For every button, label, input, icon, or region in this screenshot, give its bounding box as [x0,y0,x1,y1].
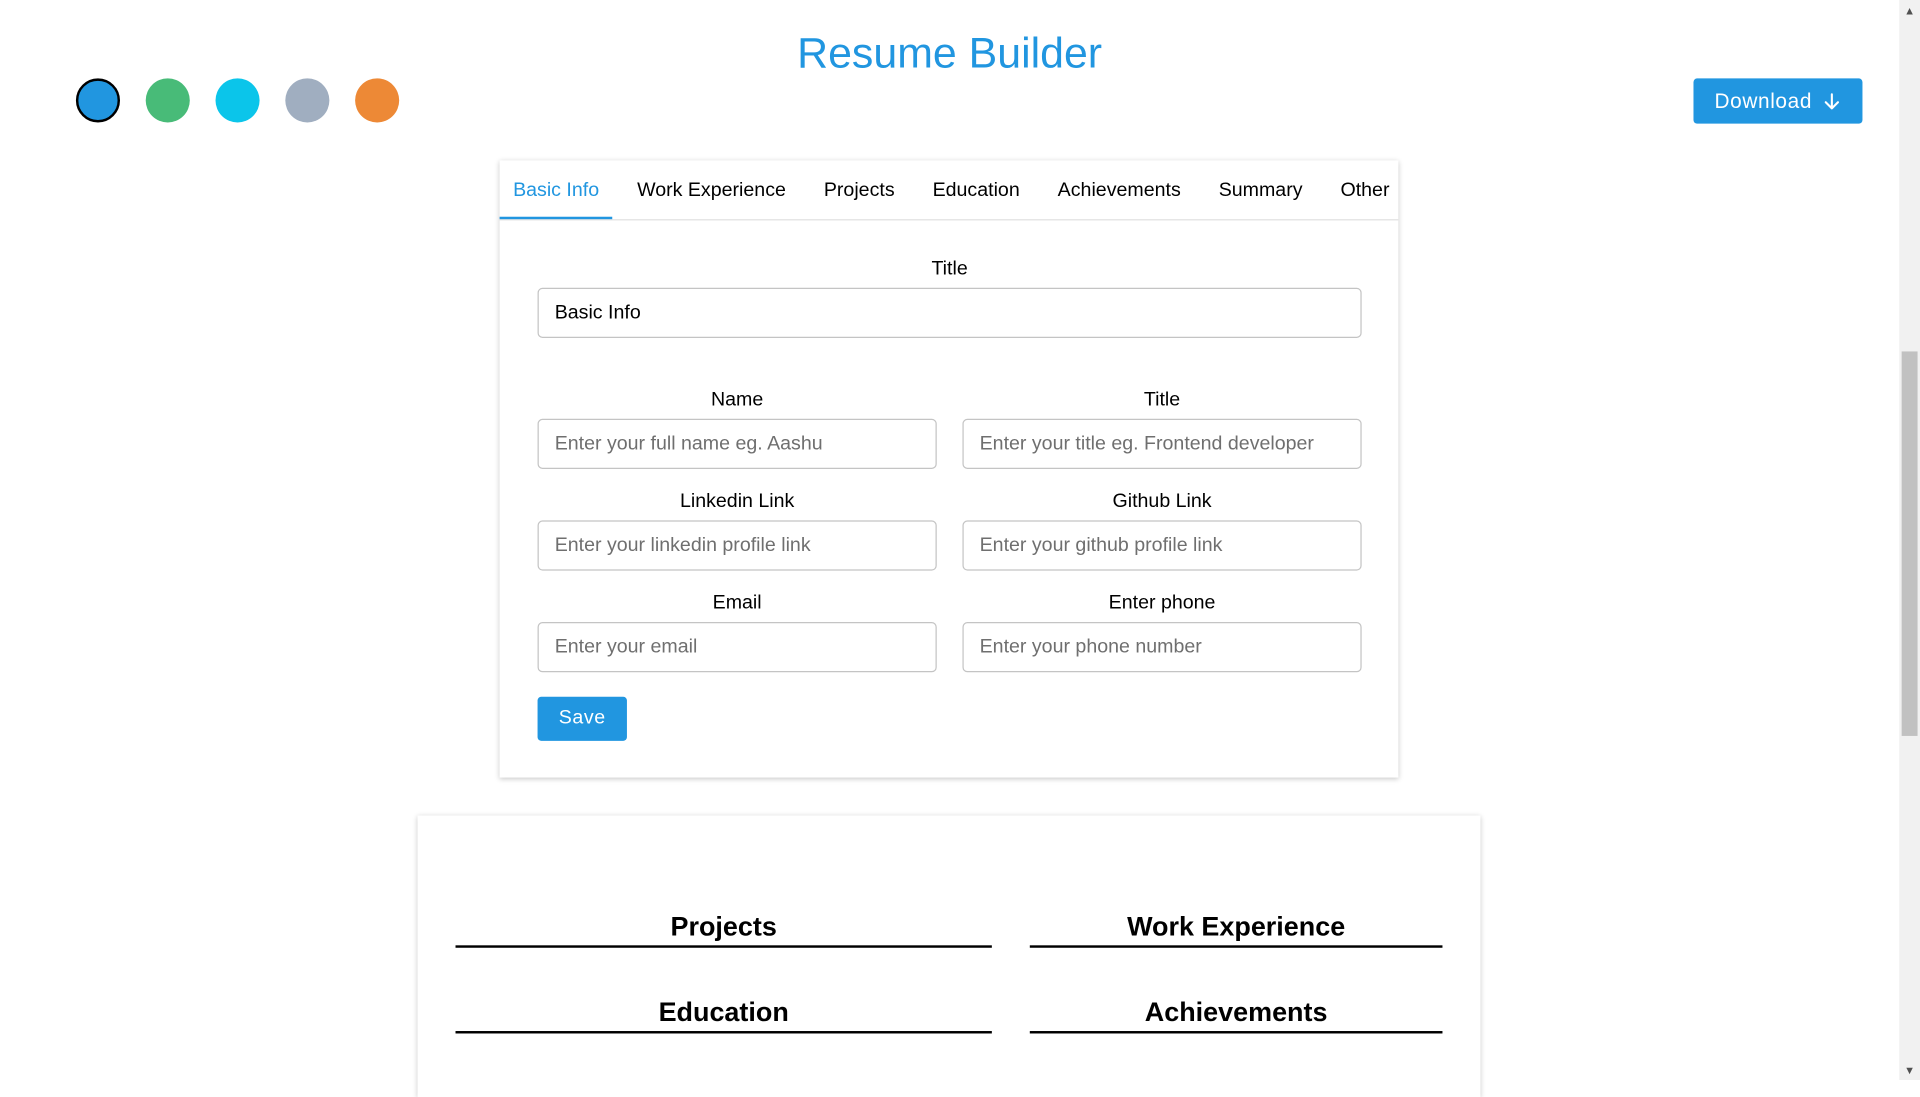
tab-other[interactable]: Other [1340,180,1390,201]
section-title-group [538,258,1362,338]
section-title-input[interactable] [538,288,1362,338]
email-input[interactable] [538,622,937,672]
download-button[interactable] [1693,78,1862,123]
download-label: Download [1714,88,1813,113]
basic-info-form [538,219,1362,741]
tab-achievements[interactable]: Achievements [1057,180,1181,201]
scrollbar-thumb[interactable] [1902,351,1918,735]
color-swatch-green[interactable] [146,78,190,122]
name-input[interactable] [538,419,937,469]
name-label: Name [711,389,764,411]
linkedin-label: Linkedin Link [679,491,795,512]
section-tabs [500,160,1399,220]
github-label: Github Link [1112,491,1212,512]
github-input[interactable] [962,520,1361,570]
linkedin-input[interactable] [538,520,937,570]
resume-preview [418,816,1481,1097]
phone-label: Enter phone [1108,592,1216,614]
phone-field-group [962,593,1361,673]
arrow-down-icon [1822,91,1842,111]
preview-heading-work-experience: Work Experience [1030,911,1443,948]
tab-projects[interactable]: Projects [823,180,895,201]
github-field-group [962,491,1361,571]
page-scrollbar[interactable] [1899,0,1920,1080]
preview-heading-projects: Projects [456,911,992,948]
phone-input[interactable] [962,622,1361,672]
tab-basic-info[interactable]: Basic Info [500,160,613,219]
email-label: Email [712,592,762,614]
email-field-group [538,593,937,673]
color-swatch-gray[interactable] [285,78,329,122]
basic-info-fields [538,389,1362,672]
color-swatches [76,78,399,122]
tab-education[interactable]: Education [932,180,1020,201]
scroll-down-arrow-icon[interactable]: ▼ [1904,1063,1916,1076]
title-label: Title [1143,389,1181,411]
color-swatch-cyan[interactable] [216,78,260,122]
editor-card [500,160,1399,777]
name-field-group [538,389,937,469]
linkedin-field-group [538,491,937,571]
title-field-group [962,389,1361,469]
tab-work-experience[interactable]: Work Experience [637,180,786,201]
save-button[interactable]: Save [538,697,627,741]
preview-heading-achievements: Achievements [1030,997,1443,1034]
scroll-up-arrow-icon[interactable]: ▲ [1904,4,1916,17]
tab-summary[interactable]: Summary [1218,180,1303,201]
preview-heading-education: Education [456,997,992,1034]
app-title: Resume Builder [797,29,1103,78]
section-title-label: Title [931,258,968,280]
color-swatch-orange[interactable] [355,78,399,122]
color-swatch-blue[interactable] [76,78,120,122]
title-input[interactable] [962,419,1361,469]
